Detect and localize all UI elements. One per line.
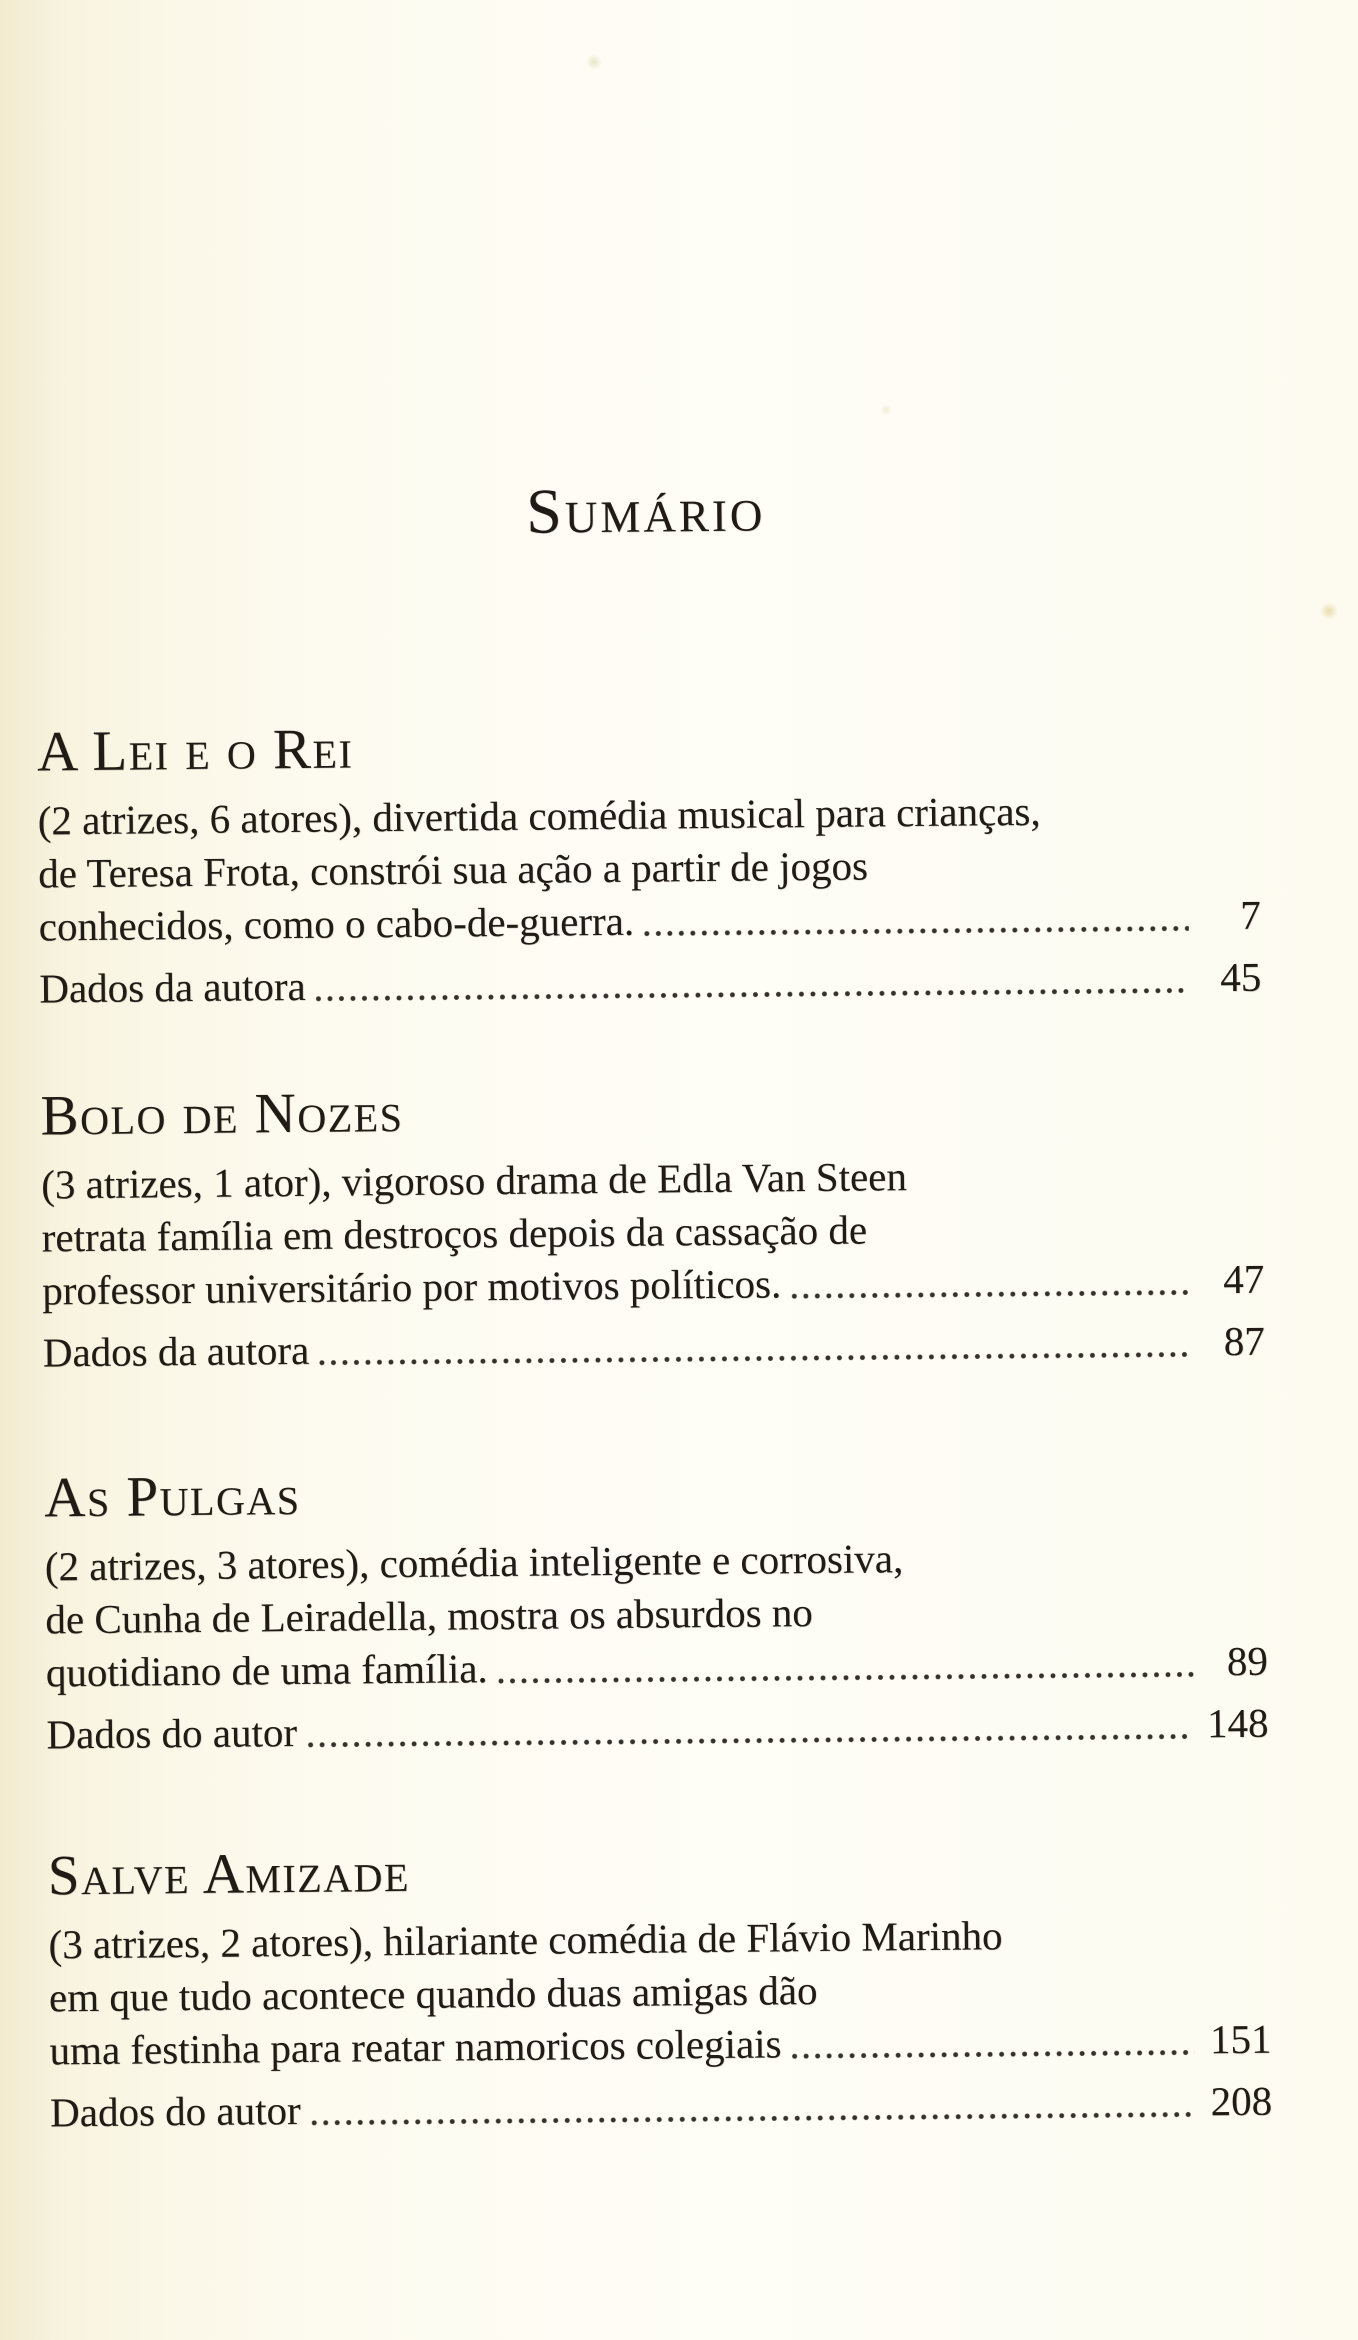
entry-heading: Salve Amizade bbox=[47, 1840, 411, 1908]
page-number: 47 bbox=[1222, 1255, 1265, 1303]
dot-leader bbox=[316, 986, 1190, 1002]
author-page-number: 148 bbox=[1206, 1699, 1269, 1747]
toc-entry bbox=[37, 699, 1262, 1016]
entry-last-line: uma festinha para reatar namoricos colegiais bbox=[49, 2020, 782, 2074]
entry-last-line: quotidiano de uma família. bbox=[45, 1645, 488, 1696]
page-number: 151 bbox=[1209, 2015, 1272, 2063]
entry-desc-line: (3 atrizes, 2 atores), hilariante comédia de Flávio Marinho bbox=[48, 1912, 1003, 1968]
author-label: Dados da autora bbox=[39, 962, 306, 1012]
entry-heading: A Lei e o Rei bbox=[36, 717, 354, 784]
entry-last-line: conhecidos, como o cabo-de-guerra. bbox=[38, 897, 635, 950]
entry-desc-line: (3 atrizes, 1 ator), vigoroso drama de Edla Van Steen bbox=[41, 1153, 908, 1208]
entry-desc-line: em que tudo acontece quando duas amigas dão bbox=[48, 1967, 818, 2021]
entry-desc-line: de Teresa Frota, constrói sua ação a partir de jogos bbox=[38, 842, 869, 897]
page-number: 89 bbox=[1226, 1637, 1269, 1685]
entry-desc-line: (2 atrizes, 3 atores), comédia inteligente e corrosiva, bbox=[44, 1535, 904, 1590]
author-page-number: 208 bbox=[1210, 2077, 1273, 2125]
entry-page-row bbox=[46, 1635, 1268, 1700]
toc-entry bbox=[47, 1823, 1272, 2140]
dot-leader bbox=[644, 924, 1189, 937]
author-row bbox=[50, 2075, 1272, 2140]
paper-speck bbox=[1320, 602, 1338, 620]
dot-leader bbox=[791, 1288, 1192, 1300]
entry-page-row bbox=[42, 1253, 1264, 1318]
author-page-number: 87 bbox=[1223, 1317, 1266, 1365]
toc-content bbox=[30, 0, 1274, 2340]
author-row bbox=[43, 1315, 1265, 1380]
entry-page-row bbox=[39, 889, 1261, 954]
dot-leader bbox=[319, 1350, 1193, 1366]
toc-entry bbox=[40, 1063, 1265, 1380]
dot-leader bbox=[307, 1732, 1191, 1748]
toc-entry bbox=[44, 1445, 1269, 1762]
dot-leader bbox=[311, 2110, 1195, 2126]
entry-desc-line: (2 atrizes, 6 atores), divertida comédia musical para crianças, bbox=[37, 787, 1041, 844]
page-title: Sumário bbox=[525, 473, 766, 547]
author-row bbox=[46, 1697, 1268, 1762]
author-label: Dados da autora bbox=[42, 1326, 310, 1376]
entry-page-row bbox=[49, 2013, 1271, 2078]
entry-heading: As Pulgas bbox=[43, 1463, 301, 1530]
author-page-number: 45 bbox=[1220, 953, 1262, 1001]
dot-leader bbox=[498, 1670, 1196, 1685]
author-label: Dados do autor bbox=[46, 1709, 298, 1758]
entry-desc-line: retrata família em destroços depois da cassação de bbox=[41, 1206, 868, 1261]
author-label: Dados do autor bbox=[49, 2086, 301, 2136]
entry-desc-line: de Cunha de Leiradella, mostra os absurdos no bbox=[45, 1589, 814, 1643]
page-number: 7 bbox=[1239, 891, 1261, 938]
author-row bbox=[39, 951, 1261, 1016]
dot-leader bbox=[792, 2048, 1195, 2060]
entry-last-line: professor universitário por motivos políticos. bbox=[42, 1260, 782, 1314]
entry-heading: Bolo de Nozes bbox=[40, 1080, 404, 1148]
